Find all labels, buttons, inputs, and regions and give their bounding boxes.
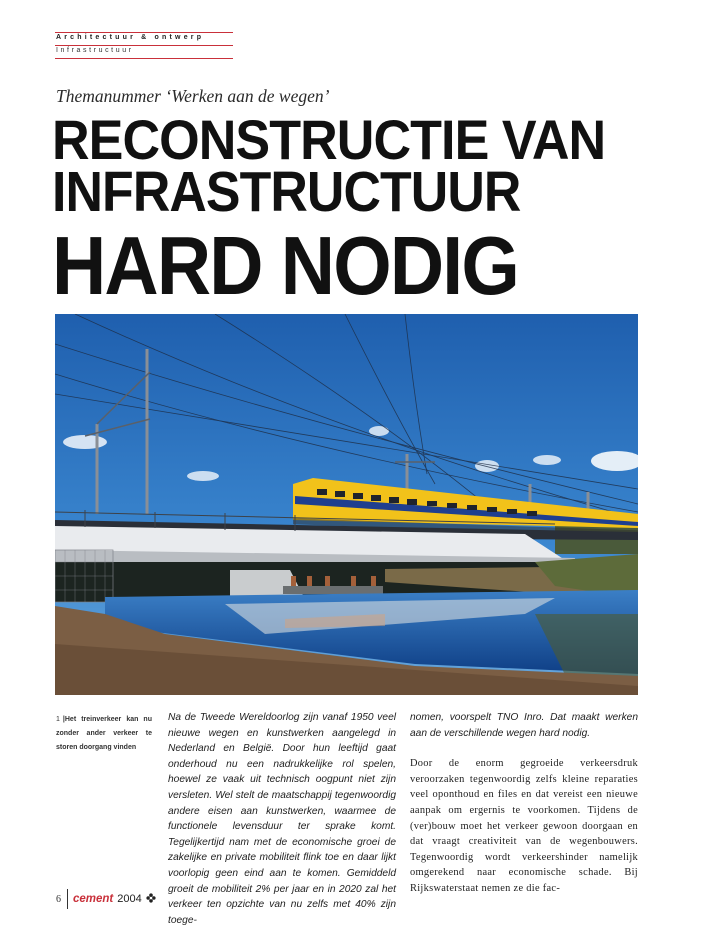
footer-separator	[67, 889, 68, 909]
intro-text-part2: nomen, voorspelt TNO Inro. Dat maakt werken aan de verschillende wegen hard nodig.	[410, 712, 638, 739]
article-column-1	[168, 710, 396, 928]
article-photo	[55, 314, 638, 695]
article-kicker: Themanummer ‘Werken aan de wegen’	[56, 86, 330, 106]
article-column-2	[410, 710, 638, 897]
magazine-year: 2004	[117, 893, 142, 905]
caption-number: 1	[56, 716, 60, 723]
headline-line-1: RECONSTRUCTIE VAN	[52, 108, 606, 171]
magazine-name: cement	[73, 893, 114, 905]
subsection-label: Infrastructuur	[56, 47, 134, 54]
flower-icon	[146, 890, 156, 908]
photo-caption	[56, 713, 152, 755]
header-rule-top	[55, 32, 233, 33]
page-number: 6	[56, 893, 61, 905]
header-rule-middle	[55, 45, 233, 46]
section-label: Architectuur & ontwerp	[56, 34, 205, 41]
body-paragraph: Door de enorm gegroeide verkeersdruk veroorzaken tegenwoordig zelfs kleine reparaties veel oponthoud en files en dat vereist een nieuwe aanpak om ergernis te voorkomen. Tijdens de (ver)bouw moet het verkeer gewoon doorgaan en dat vraagt creativiteit van de wegenbouwers. Tegenwoordig wordt verkeershinder namelijk omgerekend naar economische schade. Bij Rijkswaterstaat nemen ze die fac-	[410, 758, 638, 894]
intro-text-part1: Na de Tweede Wereldoorlog zijn vanaf 1950 veel nieuwe wegen en kunstwerken aangelegd in Nederland en België. Door hun leeftijd gaat onderhoud nu een nadrukkelijke rol spelen, hoewel ze vaak uit technisch oogpunt niet zijn versleten. Wel stelt de maatschappij tegenwoordig andere eisen aan kunstwerken, waarmee de functionele levensduur ter sprake komt. Tegelijkertijd nam met de economische groei de zakelijke en private mobiliteit flink toe en daar lijkt voorlopig geen eind aan te komen. Gemiddeld groeit de mobiliteit 2% per jaar en in 2020 zal het verkeer ten opzichte van nu zelfs met 40% zijn toege-	[168, 712, 396, 926]
header-rule-bottom	[55, 58, 233, 59]
headline-line-3: HARD NODIG	[52, 219, 518, 312]
page-footer	[56, 888, 156, 910]
headline-line-2: INFRASTRUCTUUR	[52, 160, 521, 224]
caption-text: |Het treinverkeer kan nu zonder ander verkeer te storen doorgang vinden	[56, 716, 152, 751]
